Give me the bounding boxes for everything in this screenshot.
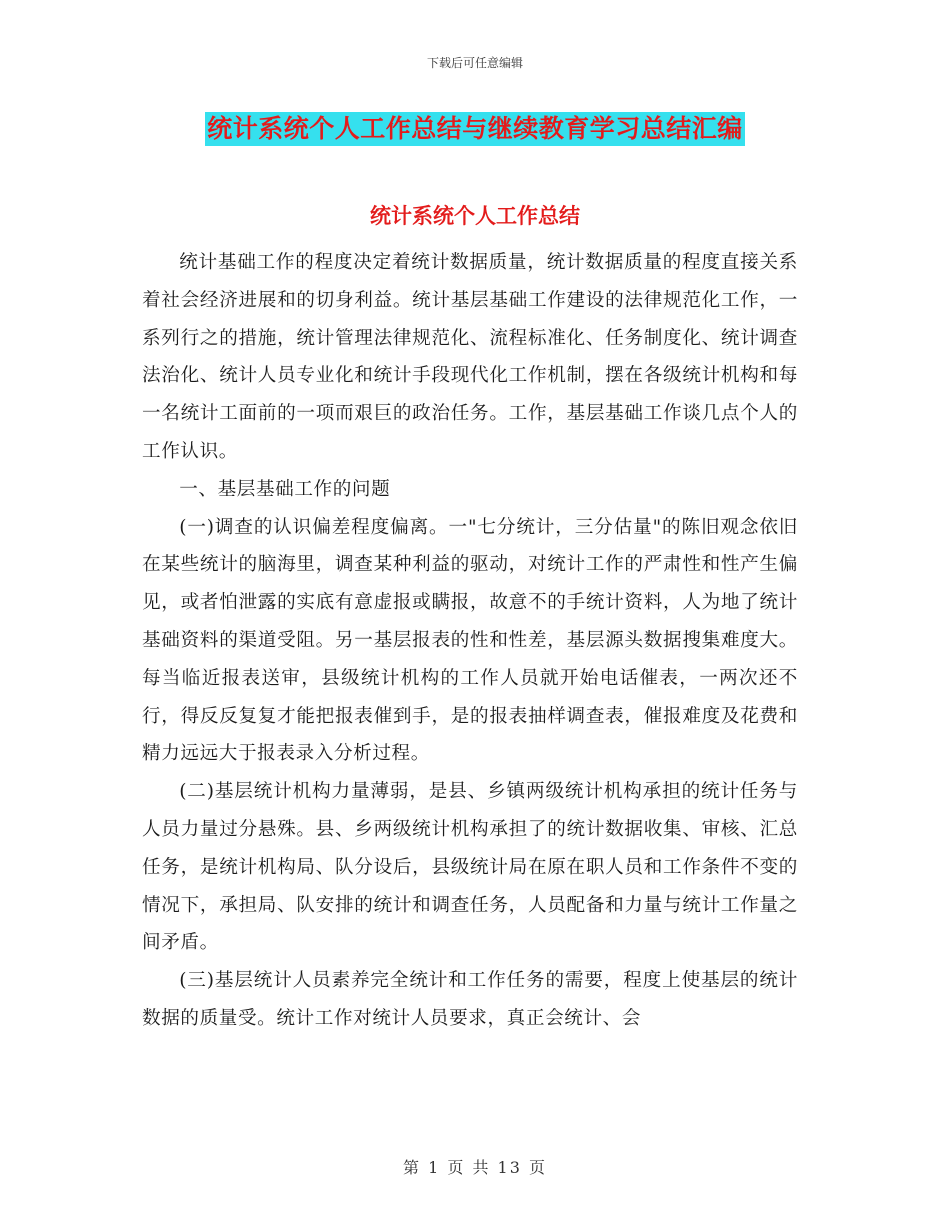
document-body	[142, 244, 798, 1038]
paragraph: 一、基层基础工作的问题	[179, 478, 391, 500]
paragraph: (二)基层统计机构力量薄弱，是县、乡镇两级统计机构承担的统计任务与人员力量过分悬殊。县、乡两级统计机构承担了的统计数据收集、审核、汇总任务，是统计机构局、队分设后，县级统计局在原在职人员和工作条件不变的情况下，承担局、队安排的统计和调查任务，人员配备和力量与统计工作量之间矛盾。	[142, 781, 798, 954]
document-title: 统计系统个人工作总结与继续教育学习总结汇编	[205, 112, 745, 146]
paragraph: (三)基层统计人员素养完全统计和工作任务的需要，程度上使基层的统计数据的质量受。统计工作对统计人员要求，真正会统计、会	[142, 970, 798, 1029]
document-title-container	[0, 112, 950, 146]
section-title: 统计系统个人工作总结	[370, 204, 580, 228]
paragraph: (一)调查的认识偏差程度偏离。一"七分统计，三分估量"的陈旧观念依旧在某些统计的脑海里，调查某种利益的驱动，对统计工作的严肃性和性产生偏见，或者怕泄露的实底有意虚报或瞒报，故意不的手统计资料，人为地了统计基础资料的渠道受阻。另一基层报表的性和性差，基层源头数据搜集难度大。每当临近报表送审，县级统计机构的工作人员就开始电话催表，一两次还不行，得反反复复才能把报表催到手，是的报表抽样调查表，催报难度及花费和精力远远大于报表录入分析过程。	[142, 516, 798, 765]
page-header: 下载后可任意编辑	[426, 56, 523, 70]
paragraph: 统计基础工作的程度决定着统计数据质量，统计数据质量的程度直接关系着社会经济进展和的切身利益。统计基层基础工作建设的法律规范化工作，一系列行之的措施，统计管理法律规范化、流程标准化、任务制度化、统计调查法治化、统计人员专业化和统计手段现代化工作机制，摆在各级统计机构和每一名统计工面前的一项而艰巨的政治任务。工作，基层基础工作谈几点个人的工作认识。	[142, 252, 798, 462]
page-footer: 第 1 页 共 13 页	[403, 1158, 547, 1177]
